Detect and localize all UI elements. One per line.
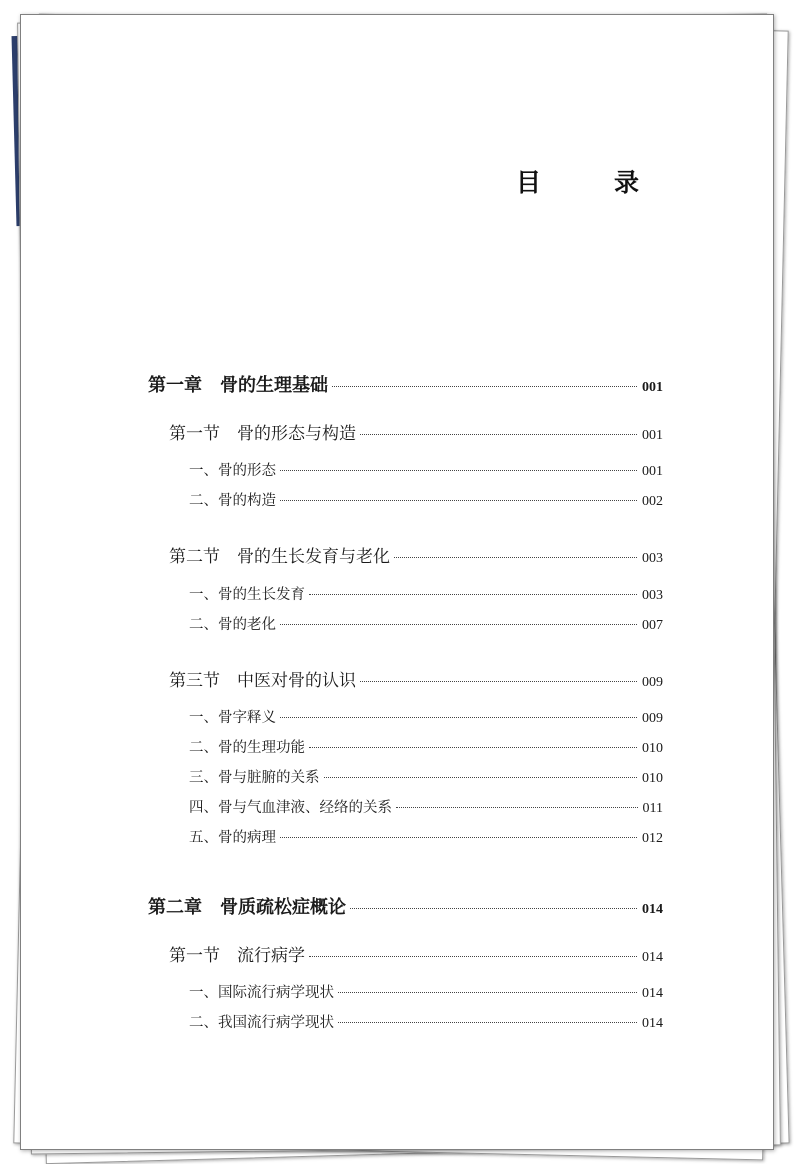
toc-entry	[189, 981, 663, 1002]
toc-entry-page: 001	[642, 380, 663, 395]
leader-dots	[280, 624, 637, 625]
toc-entry-label: 二、我国流行病学现状	[189, 1015, 334, 1031]
leader-dots	[338, 992, 637, 993]
toc-entry	[189, 1011, 663, 1032]
leader-dots	[280, 500, 637, 501]
toc-entry-label: 一、国际流行病学现状	[189, 985, 334, 1001]
toc-entry-page: 010	[642, 741, 663, 756]
toc-entry-label: 一、骨的形态	[189, 463, 276, 479]
toc-entry	[169, 542, 663, 567]
toc-entry-label: 第三节 中医对骨的认识	[169, 671, 356, 691]
leader-dots	[360, 434, 637, 435]
toc-entry	[169, 419, 663, 444]
leader-dots	[396, 807, 638, 808]
toc-entry-page: 003	[642, 551, 663, 566]
toc-entry-page: 014	[642, 1016, 663, 1031]
toc-entry-page: 014	[642, 902, 663, 917]
toc-entry-page: 003	[642, 588, 663, 603]
leader-dots	[324, 777, 638, 778]
toc-entry-page: 009	[642, 675, 663, 690]
toc-entry-label: 二、骨的生理功能	[189, 740, 305, 756]
leader-dots	[309, 956, 637, 957]
leader-dots	[350, 908, 637, 909]
leader-dots	[309, 747, 637, 748]
toc-entry-page: 011	[642, 801, 663, 816]
toc-entry	[189, 489, 663, 510]
toc-entry	[189, 826, 663, 847]
toc-entry	[148, 893, 663, 919]
toc-entry	[189, 796, 663, 817]
toc-entry-label: 第二章 骨质疏松症概论	[148, 897, 346, 918]
toc-entry-page: 010	[642, 771, 663, 786]
leader-dots	[280, 717, 637, 718]
toc-entry	[189, 459, 663, 480]
leader-dots	[332, 386, 637, 387]
toc-entry	[169, 666, 663, 691]
toc-entry-page: 002	[642, 494, 663, 509]
toc-entry-page: 014	[642, 986, 663, 1001]
toc-entry	[169, 941, 663, 966]
leader-dots	[338, 1022, 637, 1023]
toc-entry-label: 一、骨的生长发育	[189, 587, 305, 603]
toc-entry-page: 009	[642, 711, 663, 726]
toc-entry-page: 014	[642, 950, 663, 965]
leader-dots	[280, 470, 637, 471]
toc-entry-label: 第一章 骨的生理基础	[148, 375, 328, 396]
page-title: 目 录	[515, 168, 663, 197]
toc-entry	[189, 706, 663, 727]
toc-entry-label: 二、骨的老化	[189, 617, 276, 633]
toc-entry-page: 001	[642, 464, 663, 479]
toc-entry-label: 三、骨与脏腑的关系	[189, 770, 320, 786]
toc-entry-label: 第二节 骨的生长发育与老化	[169, 547, 390, 567]
toc-entry-label: 五、骨的病理	[189, 830, 276, 846]
toc-entry-label: 二、骨的构造	[189, 493, 276, 509]
toc-list	[21, 15, 773, 1149]
toc-entry-label: 四、骨与气血津液、经络的关系	[189, 800, 392, 816]
leader-dots	[309, 594, 637, 595]
leader-dots	[394, 557, 637, 558]
toc-entry	[189, 766, 663, 787]
toc-entry-page: 001	[642, 428, 663, 443]
toc-entry	[189, 736, 663, 757]
toc-entry-page: 007	[642, 618, 663, 633]
leader-dots	[280, 837, 637, 838]
toc-page	[20, 14, 774, 1150]
toc-entry-label: 第一节 流行病学	[169, 946, 305, 966]
toc-entry	[189, 613, 663, 634]
toc-entry	[148, 371, 663, 397]
toc-entry	[189, 583, 663, 604]
leader-dots	[360, 681, 637, 682]
toc-entry-page: 012	[642, 831, 663, 846]
toc-entry-label: 第一节 骨的形态与构造	[169, 424, 356, 444]
toc-entry-label: 一、骨字释义	[189, 710, 276, 726]
